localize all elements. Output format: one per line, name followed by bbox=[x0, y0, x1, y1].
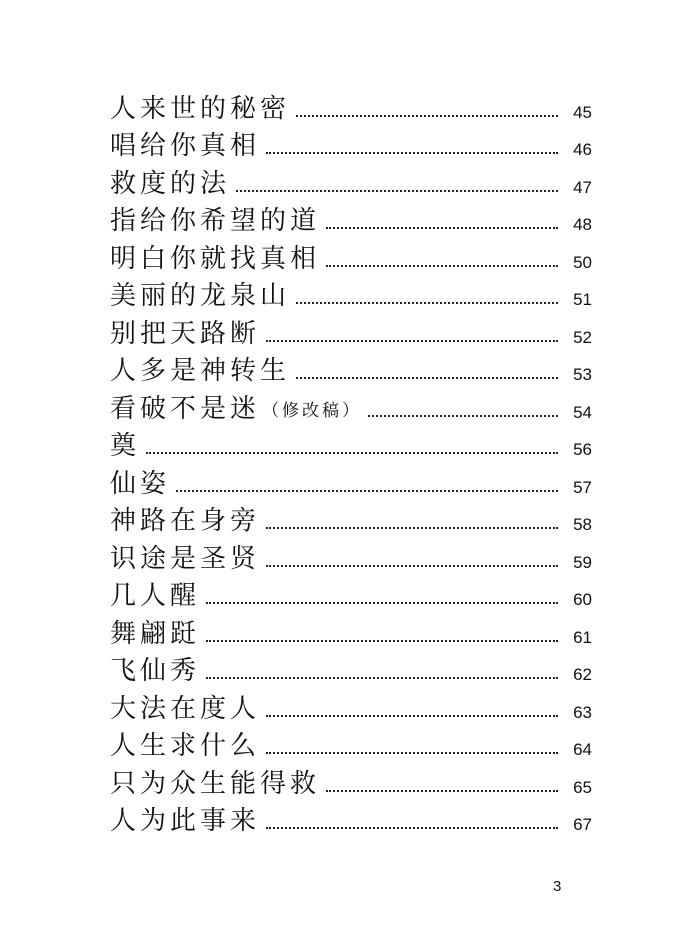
toc-entry[interactable] bbox=[110, 501, 592, 539]
table-of-contents bbox=[110, 88, 592, 838]
toc-entry-title: 人多是神转生 bbox=[110, 356, 291, 386]
toc-entry-page: 45 bbox=[573, 102, 592, 122]
toc-entry[interactable] bbox=[110, 351, 592, 389]
toc-entry[interactable] bbox=[110, 763, 592, 801]
toc-entry-page: 62 bbox=[573, 665, 592, 684]
dot-leader bbox=[326, 227, 558, 229]
dot-leader bbox=[296, 302, 558, 304]
toc-entry-page: 47 bbox=[573, 177, 592, 197]
toc-entry-page: 50 bbox=[573, 252, 592, 272]
toc-entry-title: 神路在身旁 bbox=[110, 506, 261, 536]
toc-entry-page: 67 bbox=[573, 815, 592, 834]
toc-entry-page: 65 bbox=[573, 777, 592, 797]
dot-leader bbox=[296, 115, 558, 117]
toc-entry-title: 飞仙秀 bbox=[110, 656, 201, 686]
dot-leader bbox=[206, 640, 558, 642]
toc-entry-page: 58 bbox=[573, 515, 592, 534]
toc-entry-title: 舞翩跹 bbox=[110, 618, 201, 649]
toc-entry-title: 奠 bbox=[110, 431, 141, 461]
toc-entry-title: 唱给你真相 bbox=[110, 131, 261, 161]
dot-leader bbox=[206, 602, 558, 604]
toc-entry-note: （修改稿） bbox=[262, 400, 363, 421]
toc-entry[interactable] bbox=[110, 726, 592, 764]
dot-leader bbox=[326, 790, 558, 792]
toc-entry[interactable] bbox=[110, 238, 592, 276]
toc-entry[interactable] bbox=[110, 88, 592, 126]
toc-entry[interactable] bbox=[110, 463, 592, 501]
toc-entry-page: 63 bbox=[573, 702, 592, 722]
toc-entry-page: 52 bbox=[573, 327, 592, 347]
dot-leader bbox=[176, 490, 558, 492]
toc-entry-page: 59 bbox=[573, 552, 592, 572]
toc-entry[interactable] bbox=[110, 426, 592, 464]
toc-entry-page: 61 bbox=[573, 627, 592, 647]
toc-entry-title: 指给你希望的道 bbox=[110, 206, 321, 236]
toc-entry[interactable] bbox=[110, 313, 592, 351]
toc-entry-page: 46 bbox=[573, 140, 592, 159]
toc-entry-title: 人生求什么 bbox=[110, 731, 261, 761]
toc-entry-title: 看破不是迷 bbox=[110, 393, 261, 424]
dot-leader bbox=[266, 527, 558, 529]
toc-entry-title: 别把天路断 bbox=[110, 318, 261, 349]
toc-entry[interactable] bbox=[110, 613, 592, 651]
toc-entry[interactable] bbox=[110, 538, 592, 576]
toc-entry-page: 53 bbox=[573, 365, 592, 384]
toc-entry-page: 60 bbox=[573, 590, 592, 609]
toc-entry[interactable] bbox=[110, 801, 592, 839]
toc-entry-title: 仙姿 bbox=[110, 468, 171, 499]
toc-entry-page: 56 bbox=[573, 440, 592, 459]
toc-entry[interactable] bbox=[110, 163, 592, 201]
toc-entry-title: 救度的法 bbox=[110, 168, 231, 199]
dot-leader bbox=[326, 265, 558, 267]
dot-leader bbox=[266, 565, 558, 567]
toc-entry-title: 明白你就找真相 bbox=[110, 243, 321, 274]
dot-leader bbox=[266, 827, 558, 829]
toc-entry-title: 人为此事来 bbox=[110, 806, 261, 836]
toc-entry-page: 48 bbox=[573, 215, 592, 234]
dot-leader bbox=[146, 452, 558, 454]
toc-entry-page: 51 bbox=[573, 290, 592, 309]
toc-entry[interactable] bbox=[110, 276, 592, 314]
toc-entry-title: 只为众生能得救 bbox=[110, 768, 321, 799]
dot-leader bbox=[236, 190, 558, 192]
dot-leader bbox=[368, 415, 558, 417]
dot-leader bbox=[266, 152, 558, 154]
toc-entry-page: 64 bbox=[573, 740, 592, 759]
dot-leader bbox=[206, 677, 558, 679]
toc-entry-page: 54 bbox=[573, 402, 592, 422]
toc-entry[interactable] bbox=[110, 126, 592, 164]
toc-entry[interactable] bbox=[110, 576, 592, 614]
toc-entry-title: 美丽的龙泉山 bbox=[110, 281, 291, 311]
toc-entry[interactable] bbox=[110, 201, 592, 239]
toc-entry[interactable] bbox=[110, 388, 592, 426]
toc-entry-title: 识途是圣贤 bbox=[110, 543, 261, 574]
toc-entry-page: 57 bbox=[573, 477, 592, 497]
toc-entry-title: 大法在度人 bbox=[110, 693, 261, 724]
dot-leader bbox=[296, 377, 558, 379]
toc-entry-title: 几人醒 bbox=[110, 581, 201, 611]
dot-leader bbox=[266, 340, 558, 342]
page-number: 3 bbox=[553, 878, 562, 895]
dot-leader bbox=[266, 752, 558, 754]
toc-entry[interactable] bbox=[110, 651, 592, 689]
dot-leader bbox=[266, 715, 558, 717]
toc-entry[interactable] bbox=[110, 688, 592, 726]
toc-entry-title: 人来世的秘密 bbox=[110, 93, 291, 124]
